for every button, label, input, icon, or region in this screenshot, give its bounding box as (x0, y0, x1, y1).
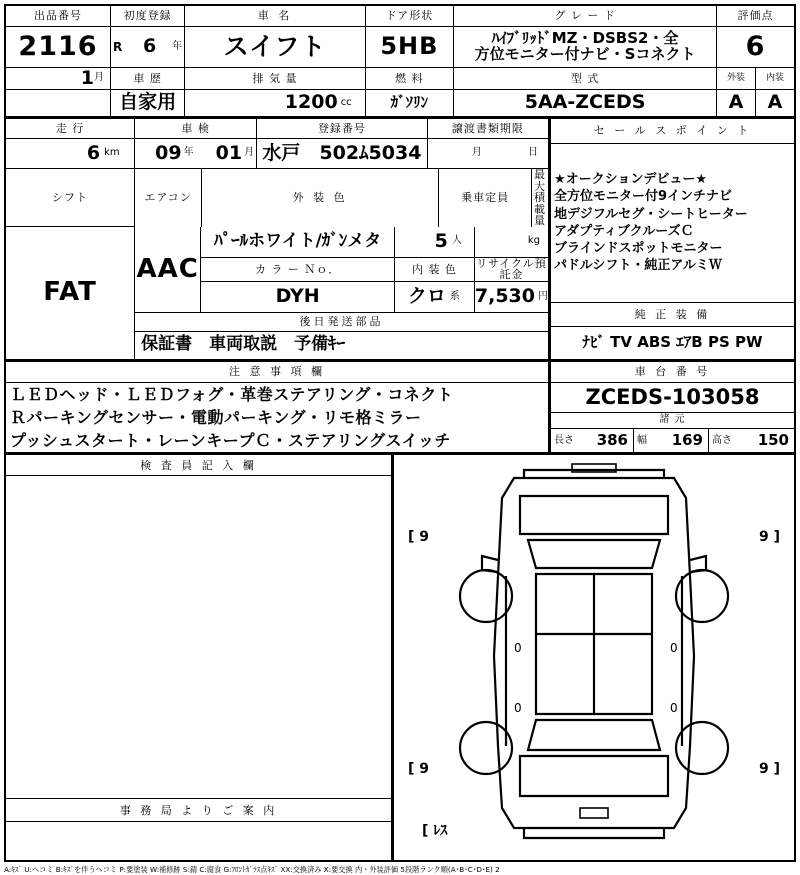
first-reg-value (111, 27, 185, 68)
shift-label: シフト (5, 169, 135, 227)
door-label: ドア形状 (365, 5, 453, 27)
max-load-label: 最大積載量 (534, 168, 547, 228)
notes-table (4, 361, 550, 455)
vehicle-info-table (4, 118, 550, 361)
car-name: スイフト (185, 27, 365, 68)
notes-title: 注 意 事 項 欄 (5, 361, 549, 382)
sales-point-line: ブラインドスポットモニター (554, 241, 723, 257)
ext-color-value: ﾊﾟｰﾙホワイト/ｶﾞﾝメタ (201, 227, 395, 258)
notes-block (4, 361, 796, 455)
second-block (4, 118, 796, 361)
recycle-amount: 7,530 (474, 284, 535, 307)
height-cell (709, 429, 796, 453)
header-table (4, 4, 796, 118)
transfer-day-unit: 日 (528, 147, 538, 159)
inspector-title: 検 査 員 記 入 欄 (5, 455, 392, 476)
lot-no: 2116 (5, 27, 111, 68)
notes-line: Ｒパーキングセンサー・電動パーキング・リモ格ミラー (10, 408, 422, 428)
inspection-year-unit: 年 (183, 147, 194, 159)
height-label: 高さ (712, 434, 732, 446)
interior-label: 内装 (755, 68, 795, 90)
sales-point-line: 地デジフルセグ・シートヒーター (554, 206, 748, 222)
length-cell (551, 429, 634, 453)
mileage-value (5, 139, 135, 169)
seats-value (395, 227, 475, 258)
sales-point-body (551, 143, 796, 303)
width-value: 169 (671, 431, 703, 450)
fuel-value: ｶﾞｿﾘﾝ (365, 90, 453, 118)
transfer-label: 譲渡書類期限 (427, 119, 549, 139)
int-color-text: クロ (407, 284, 446, 307)
transfer-value (427, 139, 549, 169)
reg-no-label: 登録番号 (257, 119, 428, 139)
chassis-title: 車 台 番 号 (551, 361, 796, 382)
score-label: 評価点 (717, 5, 795, 27)
grade-line-1: ﾊｲﾌﾞﾘｯﾄﾞMZ・DSBS2・全 (491, 29, 679, 48)
inspector-area[interactable] (5, 476, 392, 799)
color-no-label: カ ラ ー Ｎｏ． (201, 257, 395, 281)
car-outline-svg (394, 456, 794, 860)
inspection-label: 車 検 (135, 119, 257, 139)
interior-grade: A (755, 90, 795, 118)
first-reg-month: 1 (80, 66, 95, 89)
door-type: 5HB (365, 27, 453, 68)
recycle-value (474, 281, 548, 312)
svg-text:0: 0 (514, 700, 522, 715)
equip-value: ﾅﾋﾞ TV ABS ｴｱB PS PW (551, 326, 796, 360)
later-parts-label: 後日発送部品 (135, 312, 549, 331)
legend-text: A:ｷｽﾞ U:ヘコミ B:ｷｽﾞを伴うヘコミ P:要塗装 W:補修跡 S:錆 C:腐食 G:ﾌﾛﾝﾄｶﾞﾗｽ点ｷｽﾞ XX:交換済み X:要交換 内・外装評価 5段階ランク順(A･B･C･D･E) 2 (4, 865, 500, 875)
damage-mark-rear-left: [ 9 (408, 760, 430, 777)
damage-mark-front-right: 9 ] (758, 528, 780, 545)
damage-mark-bottom: [ ﾚｽ (422, 822, 448, 839)
notes-body (5, 382, 549, 453)
lot-label: 出品番号 (5, 5, 111, 27)
mileage-unit: km (104, 147, 120, 159)
notes-line: プッシュスタート・レーンキープＣ・ステアリングスイッチ (10, 431, 451, 451)
office-title: 事 務 局 よ り ご 案 内 (5, 799, 392, 822)
sales-point-line: 全方位モニター付9インチナビ (554, 189, 733, 205)
diagram-table (393, 454, 796, 862)
length-label: 長さ (554, 434, 574, 446)
model-label: 型 式 (454, 68, 717, 90)
inspection-year: 09 (155, 141, 182, 164)
damage-diagram[interactable] (394, 455, 796, 862)
inspector-table (4, 454, 393, 862)
mileage-number: 6 (86, 141, 101, 164)
first-reg-prefix: R (113, 39, 123, 54)
mileage-label: 走 行 (5, 119, 135, 139)
sales-point-title: セ ー ル ス ポ イ ン ト (551, 119, 796, 144)
size-title: 諸 元 (551, 412, 796, 429)
history-value: 自家用 (111, 90, 185, 118)
svg-text:0: 0 (514, 640, 522, 655)
top-block (4, 4, 796, 118)
grade-label: グ レ ー ド (454, 5, 717, 27)
recycle-unit: 円 (538, 290, 548, 302)
sales-point-line: パドルシフト・純正アルミＷ (554, 258, 722, 274)
length-value: 386 (596, 431, 628, 450)
reg-no-value: 水戸 502ﾑ5034 (257, 139, 428, 169)
int-color-value (395, 281, 475, 312)
office-area (5, 822, 392, 862)
height-value: 150 (757, 431, 789, 450)
history-label: 車 歴 (111, 68, 185, 90)
shift-value: FAT (5, 227, 135, 360)
seats-label: 乗車定員 (439, 169, 532, 227)
transfer-month-unit: 月 (471, 147, 482, 159)
model-value: 5AA-ZCEDS (454, 90, 717, 118)
fuel-label: 燃 料 (365, 68, 453, 90)
ext-color-label: 外 装 色 (202, 169, 439, 227)
grade-value (454, 27, 717, 68)
displacement-number: 1200 (284, 91, 338, 114)
int-color-label: 内 装 色 (395, 257, 475, 281)
chassis-number: ZCEDS-103058 (551, 382, 796, 412)
displacement-value (185, 90, 365, 118)
exterior-label: 外装 (717, 68, 756, 90)
score-value: 6 (717, 27, 795, 68)
sales-point-line: ★オークションデビュー★ (554, 172, 708, 188)
sales-point-table (550, 118, 796, 361)
later-parts-value: 保証書 車両取説 予備ｷｰ (135, 331, 549, 360)
car-name-label: 車 名 (185, 5, 365, 27)
int-color-suffix: 系 (449, 290, 460, 302)
first-reg-year: 6 (143, 35, 157, 58)
inspection-month-unit: 月 (244, 147, 255, 159)
inspection-value (135, 139, 257, 169)
grade-line-2: 方位モニター付ナビ・Sコネクト (474, 45, 696, 63)
recycle-label: リサイクル預託金 (476, 256, 547, 282)
equip-title: 純 正 装 備 (551, 303, 796, 326)
first-reg-year-unit: 年 (172, 40, 183, 52)
width-cell (634, 429, 709, 453)
svg-text:0: 0 (670, 640, 678, 655)
width-label: 幅 (637, 434, 647, 446)
sales-point-line: アダプティブクルーズＣ (554, 223, 694, 239)
exterior-grade: A (717, 90, 756, 118)
ac-value: AAC (135, 227, 201, 312)
first-reg-month-unit: 月 (94, 72, 105, 84)
seats-unit: 人 (451, 235, 462, 247)
displacement-unit: cc (340, 96, 352, 108)
svg-text:0: 0 (670, 700, 678, 715)
displacement-label: 排 気 量 (185, 68, 365, 90)
inspector-block (4, 454, 796, 862)
max-load-unit: kg (474, 227, 548, 258)
damage-mark-front-left: [ 9 (408, 528, 430, 545)
color-no-value: DYH (201, 281, 395, 312)
first-reg-month-cell (5, 68, 111, 90)
inspection-month: 01 (215, 141, 243, 164)
seats-number: 5 (434, 229, 448, 252)
damage-mark-rear-right: 9 ] (758, 760, 780, 777)
notes-line: ＬＥＤヘッド・ＬＥＤフォグ・革巻ステアリング・コネクト (10, 384, 454, 404)
ac-label: エアコン (135, 169, 202, 227)
chassis-table (550, 361, 796, 455)
first-reg-label: 初度登録 (111, 5, 185, 27)
